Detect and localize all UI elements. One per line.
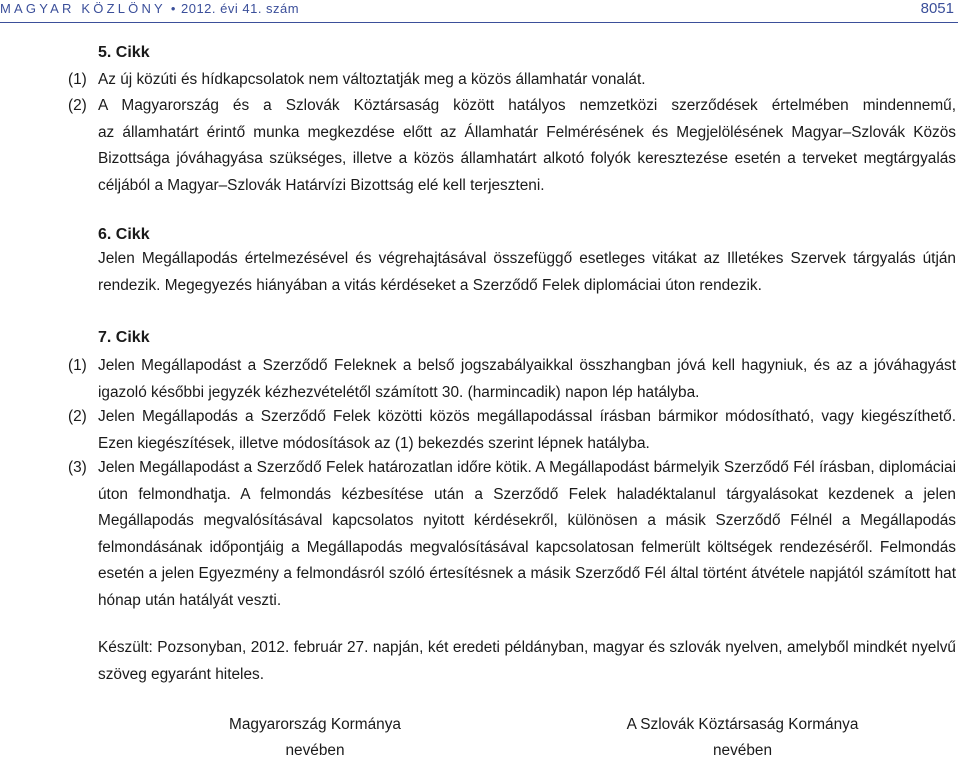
signature-block-hungary	[190, 712, 440, 764]
article-7-paragraph-2: Jelen Megállapodás a Szerződő Felek közötti közös megállapodással írásban bármikor módosítható, vagy kiegészíthető. Ezen kiegészítések, illetve módosítások az (1) bekezdés szerint lépnek hatályba.	[98, 408, 956, 452]
article-7-paragraph-1: Jelen Megállapodást a Szerződő Feleknek a belső jogszabályaikkal összhangban jóvá kell hagyniuk, és az a jóváhagyást igazoló későbbi jegyzék kézhezvételétől számított 30. (harmincadik) napon lép hatályba.	[98, 357, 956, 401]
header-separator: •	[170, 1, 176, 16]
article-7-paragraph-2-number: (2)	[68, 408, 87, 425]
article-7-paragraph-1-number: (1)	[68, 357, 87, 374]
signature-block-slovakia	[600, 712, 885, 764]
article-7-title: 7. Cikk	[98, 329, 150, 346]
article-6-title: 6. Cikk	[98, 226, 150, 243]
article-6-text: Jelen Megállapodás értelmezésével és végrehajtásával összefüggő esetleges vitákat az Illetékes Szervek tárgyalás útján rendezik. Megegyezés hiányában a vitás kérdéseket a Szerződő Felek diplomáciai úton rendezik.	[98, 250, 956, 294]
issue-info: 2012. évi 41. szám	[180, 1, 300, 16]
signature-slovakia-line-2: nevében	[712, 742, 773, 759]
signature-hungary-line-2: nevében	[285, 742, 345, 759]
closing-statement: Készült: Pozsonyban, 2012. február 27. napján, két eredeti példányban, magyar és szlovák nyelven, amelyből mindkét nyelvű szöveg egyaránt hiteles.	[98, 639, 956, 683]
article-5-title: 5. Cikk	[98, 44, 150, 61]
running-head	[0, 1, 299, 16]
page-header	[0, 0, 958, 23]
signature-hungary-line-1: Magyarország Kormánya	[229, 716, 401, 733]
article-7-paragraph-3: Jelen Megállapodást a Szerződő Felek határozatlan időre kötik. A Megállapodást bármelyik Szerződő Fél írásban, diplomáciai úton felmondhatja. A felmondás kézbesítése után a Szerződő Felek haladéktalanul tárgyalásokat kezdenek a jelen Megállapodás megvalósításával kapcsolatos nyitott kérdésekről, különösen a másik Szerződő Félnél a Megállapodás felmondásának időpontjáig a Megállapodás megvalósításával kapcsolatosan felmerült költségek rendezéséről. Felmondás esetén a jelen Egyezmény a felmondásról szóló értesítésnek a másik Szerződő Fél által történt átvétele napjától számított hat hónap után hatályát veszti.	[98, 459, 956, 609]
article-5-paragraph-1-number: (1)	[68, 71, 87, 88]
signature-slovakia-line-1: A Szlovák Köztársaság Kormánya	[626, 716, 859, 733]
article-7-paragraph-3-number: (3)	[68, 459, 87, 476]
article-5-paragraph-2-number: (2)	[68, 97, 87, 114]
page-number: 8051	[920, 0, 954, 17]
article-5-paragraph-2: az államhatárt érintő munka megkezdése előtt az Államhatár Felmérésének és Megjelölésének Magyar–Szlovák Közös Bizottsága jóváhagyása szükséges, illetve a közös államhatárt alkotó folyók keresztezése esetén a terveket megtárgyalás céljából a Magyar–Szlovák Határvízi Bizottság elé kell terjeszteni.	[98, 123, 956, 194]
journal-title: MAGYAR KÖZLÖNY	[0, 1, 166, 16]
article-5-paragraph-1: Az új közúti és hídkapcsolatok nem változtatják meg a közös államhatár vonalát.	[98, 71, 646, 88]
article-5-paragraph-2-line-1: A Magyarország és a Szlovák Köztársaság között hatályos nemzetközi szerződések értelmében mindennemű,	[98, 97, 956, 114]
